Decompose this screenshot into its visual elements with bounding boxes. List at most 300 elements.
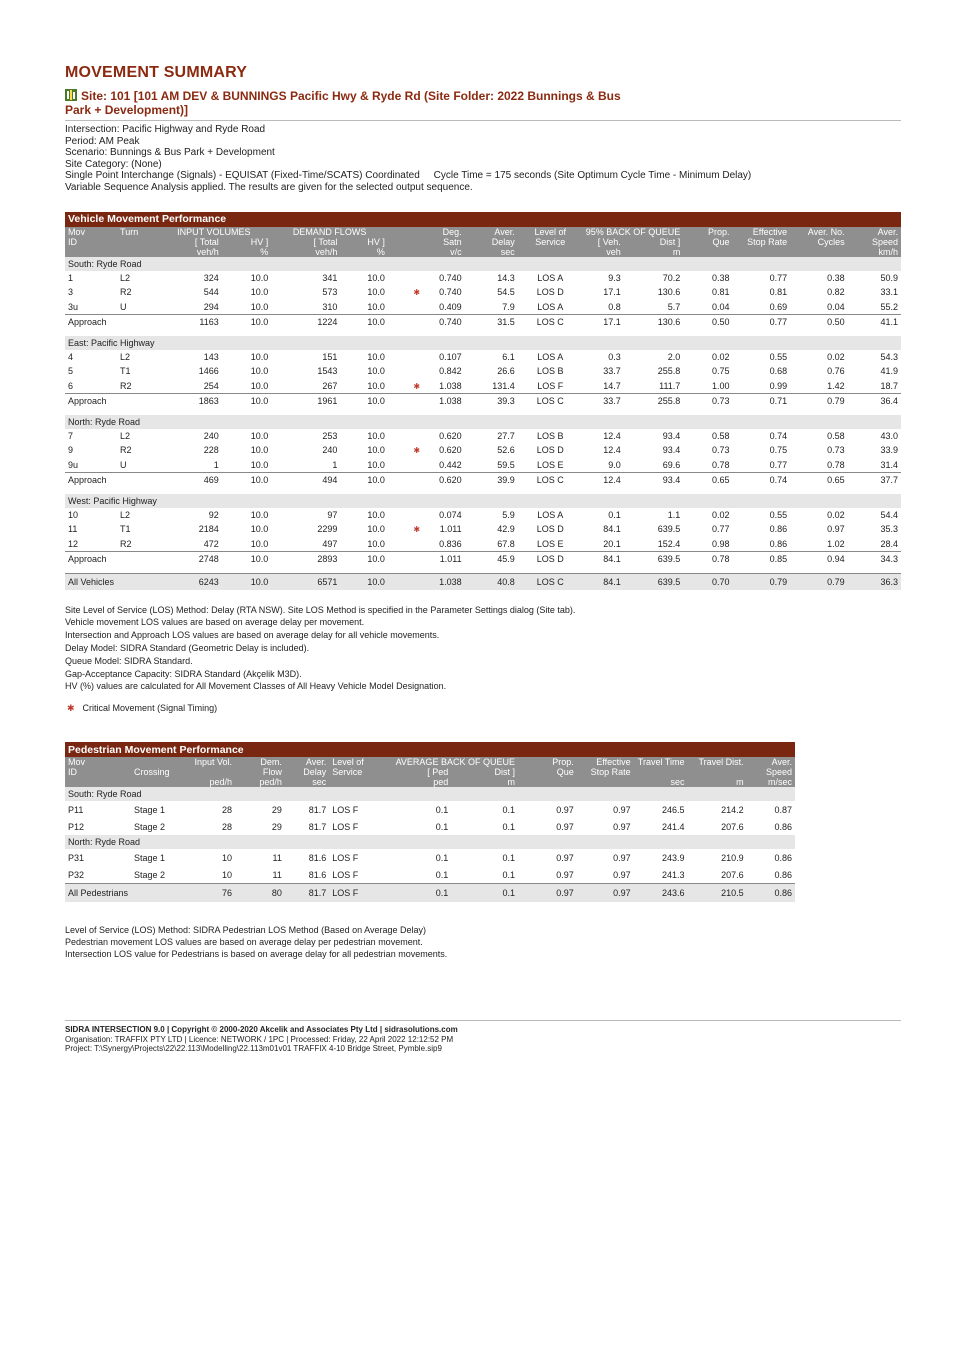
table-cell: 41.1 <box>848 315 901 330</box>
critical-marker <box>388 394 421 409</box>
table-cell: 0.65 <box>790 473 847 488</box>
table-cell: 130.6 <box>657 287 681 298</box>
table-cell: 50.9 <box>880 272 898 283</box>
table-cell: 10.0 <box>367 430 385 441</box>
table-cell: 31.4 <box>880 459 898 470</box>
note-line: Intersection LOS value for Pedestrians is based on average delay for all pedestrian movements. <box>65 949 448 960</box>
table-cell: 10.0 <box>250 301 269 312</box>
table-row <box>65 801 795 818</box>
site-info <box>65 124 901 194</box>
table-row <box>65 271 901 286</box>
table-cell: 6243 <box>156 573 221 590</box>
table-cell: 10.0 <box>250 459 269 470</box>
table-cell: 0.86 <box>774 821 792 832</box>
table-cell: L2 <box>120 272 131 283</box>
table-cell: 0.76 <box>827 366 845 377</box>
table-cell: 97 <box>327 509 338 520</box>
table-cell: 84.1 <box>583 573 624 590</box>
table-cell: 0.97 <box>518 884 577 903</box>
footer-organisation: Organisation: TRAFFIX PTY LTD | Licence: NETWORK / 1PC | Processed: Friday, 22 April 2022 12:12:52 PM <box>65 1034 454 1044</box>
table-cell: LOS A <box>537 509 564 520</box>
table-cell: 0.79 <box>790 573 847 590</box>
table-cell: 1.038 <box>421 394 464 409</box>
table-cell: 1543 <box>317 366 338 377</box>
section-row <box>65 835 795 849</box>
table-cell: 0.75 <box>769 445 788 456</box>
table-row <box>65 458 901 473</box>
table-cell: 151 <box>322 351 338 362</box>
table-cell: 40.8 <box>465 573 518 590</box>
note-line: Level of Service (LOS) Method: SIDRA Pedestrian LOS Method (Based on Average Delay) <box>65 925 427 936</box>
table-cell: 93.4 <box>624 473 684 488</box>
table-cell: 255.8 <box>624 394 684 409</box>
table-cell <box>117 552 156 567</box>
table-cell: 0.1 <box>435 804 449 815</box>
table-cell: 81.7 <box>285 884 329 903</box>
table-cell: 0.86 <box>769 538 788 549</box>
table-cell: 59.5 <box>497 459 515 470</box>
table-cell: 84.1 <box>583 552 624 567</box>
table-cell: 81.7 <box>308 804 327 815</box>
table-cell: 0.73 <box>827 445 845 456</box>
table-cell: 5 <box>68 366 74 377</box>
table-cell: 228 <box>203 445 219 456</box>
table-cell: Stage 1 <box>134 804 166 815</box>
table-cell: 131.4 <box>492 380 515 391</box>
table-cell: 10.0 <box>367 380 385 391</box>
critical-star-icon: ✱ <box>67 703 75 714</box>
table-cell: 0.740 <box>439 287 462 298</box>
table-cell: 0.3 <box>608 351 621 362</box>
table-cell: 0.74 <box>733 473 791 488</box>
table-cell: All Vehicles <box>65 573 117 590</box>
table-cell: LOS F <box>332 852 359 863</box>
table-cell: LOS C <box>518 315 583 330</box>
info-line: Variable Sequence Analysis applied. The results are given for the selected output sequence. <box>65 181 473 193</box>
table-cell: LOS E <box>537 538 564 549</box>
table-cell: 0.97 <box>556 804 574 815</box>
table-row <box>65 350 901 365</box>
approach-row <box>65 552 901 567</box>
table-row <box>65 508 901 523</box>
table-cell: 45.9 <box>465 552 518 567</box>
table-cell: 10.0 <box>340 394 388 409</box>
note-line: Site Level of Service (LOS) Method: Delay (RTA NSW). Site LOS Method is specified in the Parameter Settings dialog (Site tab). <box>65 604 576 615</box>
table-cell: 639.5 <box>624 573 684 590</box>
table-cell: 11 <box>272 852 282 863</box>
table-cell: 42.9 <box>497 524 515 535</box>
ped-header-row-1: Mov Input Vol. Dem. Aver. Level of AVERAGE BACK OF QUEUE Prop. Effective Travel Time Travel Dist. Aver. <box>65 757 795 767</box>
table-cell: 310 <box>322 301 338 312</box>
table-cell: 0.50 <box>790 315 847 330</box>
info-line: Period: AM Peak <box>65 135 140 147</box>
table-cell: 34.3 <box>848 552 901 567</box>
table-cell: LOS A <box>537 351 564 362</box>
table-cell: 10.0 <box>367 445 385 456</box>
table-cell: 12.4 <box>603 430 621 441</box>
table-cell: 210.9 <box>721 852 744 863</box>
table-cell: 93.4 <box>662 430 681 441</box>
table-cell: 10.0 <box>340 552 388 567</box>
table-cell: 0.58 <box>827 430 845 441</box>
table-cell: LOS D <box>518 552 583 567</box>
vehicle-notes <box>65 604 901 694</box>
info-line: Scenario: Bunnings & Bus Park + Development <box>65 147 275 159</box>
table-cell: P11 <box>68 804 84 815</box>
all-pedestrians-row <box>65 884 795 903</box>
table-cell: 0.81 <box>712 287 730 298</box>
section-row <box>65 257 901 271</box>
table-cell: 0.77 <box>733 315 791 330</box>
table-cell: LOS C <box>518 394 583 409</box>
table-cell: 2299 <box>317 524 338 535</box>
critical-marker <box>388 271 421 286</box>
section-label: West: Pacific Highway <box>65 494 901 508</box>
table-cell: 0.97 <box>556 852 574 863</box>
critical-marker <box>388 364 421 379</box>
table-cell: 10.0 <box>367 524 385 535</box>
table-cell <box>117 573 156 590</box>
table-cell: 10.0 <box>250 430 269 441</box>
table-cell: 294 <box>203 301 219 312</box>
table-cell: 2184 <box>198 524 219 535</box>
table-cell: P31 <box>68 852 85 863</box>
table-cell: 143 <box>203 351 219 362</box>
table-cell: 76 <box>186 884 235 903</box>
table-cell: 1.42 <box>827 380 845 391</box>
pedestrian-table-title: Pedestrian Movement Performance <box>65 742 795 757</box>
ped-header-row-3: ped/h ped/h sec ped m sec m m/sec <box>65 777 795 787</box>
critical-marker <box>388 285 421 300</box>
table-cell: 1 <box>68 272 74 283</box>
table-cell: Stage 1 <box>134 852 166 863</box>
table-cell: 1 <box>332 459 338 470</box>
table-cell: 639.5 <box>624 552 684 567</box>
table-cell: 33.7 <box>583 394 624 409</box>
title-rule <box>65 120 901 121</box>
table-cell: 6571 <box>271 573 340 590</box>
note-line: Pedestrian movement LOS values are based on average delay per pedestrian movement. <box>65 937 423 948</box>
table-cell: 10.0 <box>367 287 385 298</box>
table-cell: 2.0 <box>667 351 681 362</box>
table-cell: 267 <box>322 380 338 391</box>
table-cell: 0.620 <box>439 430 462 441</box>
table-cell: 1466 <box>198 366 219 377</box>
table-cell: 3u <box>68 301 79 312</box>
all-vehicles-row <box>65 573 901 590</box>
table-cell: 0.85 <box>733 552 791 567</box>
note-line: HV (%) values are calculated for All Movement Classes of All Heavy Vehicle Model Designation. <box>65 681 447 692</box>
critical-marker <box>388 458 421 473</box>
table-cell: 544 <box>203 287 219 298</box>
ped-header-row-2: ID Crossing Flow Delay Service [ Ped Dist ] Que Stop Rate Speed <box>65 767 795 777</box>
table-cell: 36.4 <box>848 394 901 409</box>
section-row <box>65 336 901 350</box>
table-cell: LOS F <box>332 869 359 880</box>
table-cell: 341 <box>322 272 338 283</box>
table-cell: 0.97 <box>613 852 631 863</box>
critical-star-icon: ✱ <box>413 525 421 535</box>
table-cell: 1.011 <box>439 524 462 535</box>
table-cell: 12.4 <box>603 445 621 456</box>
vehicle-header-row-2: ID [ Total HV ] [ Total HV ] Satn Delay Service [ Veh. Dist ] Que Stop Rate Cycles Speed <box>65 237 901 247</box>
table-cell: Stage 2 <box>134 821 166 832</box>
table-cell: 10.0 <box>367 459 385 470</box>
table-cell: 254 <box>203 380 219 391</box>
section-label: North: Ryde Road <box>65 835 795 849</box>
table-cell: LOS F <box>537 380 564 391</box>
table-cell: 10.0 <box>250 538 269 549</box>
table-cell: 0.04 <box>827 301 845 312</box>
table-cell: 52.6 <box>497 445 515 456</box>
site-title: Site: 101 [101 AM DEV & BUNNINGS Pacific Hwy & Ryde Rd (Site Folder: 2022 Bunnings & Bus Park + Development)] <box>65 89 621 117</box>
table-cell: 0.98 <box>712 538 730 549</box>
table-cell: 0.02 <box>827 351 845 362</box>
table-cell: 0.02 <box>712 351 730 362</box>
table-cell: 207.6 <box>721 821 744 832</box>
info-line: Single Point Interchange (Signals) - EQUISAT (Fixed-Time/SCATS) Coordinated Cycle Time = 175 seconds (Site Optimum Cycle Time - Minimum Delay) <box>65 170 752 182</box>
table-cell: 0.78 <box>827 459 845 470</box>
table-cell: 10.0 <box>250 445 269 456</box>
table-cell: LOS F <box>329 884 392 903</box>
note-line: Delay Model: SIDRA Standard (Geometric Delay is included). <box>65 642 310 653</box>
table-cell: 54.3 <box>880 351 898 362</box>
critical-marker <box>388 315 421 330</box>
table-cell: 10.0 <box>222 315 271 330</box>
table-cell: 2893 <box>271 552 340 567</box>
table-cell: 0.75 <box>712 366 730 377</box>
table-cell: 92 <box>208 509 219 520</box>
table-cell: R2 <box>120 445 132 456</box>
table-row <box>65 522 901 537</box>
table-cell: 243.9 <box>661 852 685 863</box>
table-cell: 31.5 <box>465 315 518 330</box>
table-cell: 1.02 <box>827 538 845 549</box>
vehicle-table-title: Vehicle Movement Performance <box>65 212 901 227</box>
section-label: South: Ryde Road <box>65 257 901 271</box>
table-cell: 0.740 <box>439 272 462 283</box>
table-cell: 55.2 <box>880 301 898 312</box>
critical-marker <box>388 508 421 523</box>
table-cell: All Pedestrians <box>65 884 131 903</box>
table-cell: 12.4 <box>583 473 624 488</box>
table-cell: 0.1 <box>502 852 515 863</box>
critical-marker <box>388 522 421 537</box>
footer-copyright: SIDRA INTERSECTION 9.0 | Copyright © 2000-2020 Akcelik and Associates Pty Ltd | sidrasolutions.com <box>65 1025 458 1034</box>
table-cell: 10 <box>222 852 233 863</box>
table-cell: U <box>120 459 127 470</box>
table-cell: 0.04 <box>712 301 730 312</box>
table-cell: 27.7 <box>497 430 515 441</box>
table-cell: 6 <box>68 380 74 391</box>
table-cell: 9.0 <box>608 459 621 470</box>
table-cell: 0.81 <box>769 287 788 298</box>
table-cell: 0.79 <box>790 394 847 409</box>
table-cell: 10.0 <box>250 272 269 283</box>
table-cell: 10.0 <box>367 366 385 377</box>
table-cell: 0.1 <box>435 852 449 863</box>
table-cell: 5.7 <box>667 301 681 312</box>
table-row <box>65 379 901 394</box>
critical-marker <box>388 537 421 552</box>
table-cell: 0.79 <box>733 573 791 590</box>
table-cell: LOS F <box>332 804 359 815</box>
table-cell: 9 <box>68 445 74 456</box>
table-cell: Stage 2 <box>134 869 166 880</box>
table-cell: 0.442 <box>439 459 462 470</box>
table-cell: 0.97 <box>827 524 845 535</box>
table-cell: 0.58 <box>712 430 730 441</box>
table-cell: 0.70 <box>683 573 732 590</box>
table-cell: 0.620 <box>421 473 464 488</box>
section-label: East: Pacific Highway <box>65 336 901 350</box>
critical-legend <box>65 703 901 714</box>
table-cell: 494 <box>271 473 340 488</box>
table-row <box>65 849 795 866</box>
table-cell: 6.1 <box>502 351 515 362</box>
table-cell: Approach <box>65 394 117 409</box>
approach-row <box>65 394 901 409</box>
table-cell: LOS F <box>332 821 359 832</box>
table-cell: 0.842 <box>439 366 462 377</box>
table-cell: 0.97 <box>613 804 631 815</box>
table-cell: L2 <box>120 351 131 362</box>
note-line: Vehicle movement LOS values are based on average delay per movement. <box>65 617 365 628</box>
table-cell: 54.4 <box>880 509 898 520</box>
table-cell: 10.0 <box>340 473 388 488</box>
table-cell: 0.50 <box>683 315 732 330</box>
table-cell: 10.0 <box>250 287 269 298</box>
table-cell: 0.55 <box>769 351 788 362</box>
vehicle-movement-table <box>65 212 901 590</box>
info-line: Intersection: Pacific Highway and Ryde Road <box>65 124 266 135</box>
table-cell: 10.0 <box>250 509 269 520</box>
table-cell: 1.00 <box>712 380 730 391</box>
critical-marker <box>388 443 421 458</box>
table-cell: 0.78 <box>683 552 732 567</box>
table-cell: 1.038 <box>421 573 464 590</box>
table-cell: 9.3 <box>608 272 621 283</box>
table-cell: 0.65 <box>683 473 732 488</box>
table-cell: 10.0 <box>340 315 388 330</box>
table-cell: 9u <box>68 459 79 470</box>
table-cell: 33.7 <box>603 366 621 377</box>
table-cell: 0.55 <box>769 509 788 520</box>
table-cell: Approach <box>65 315 117 330</box>
critical-label: Critical Movement (Signal Timing) <box>82 703 218 714</box>
table-row <box>65 285 901 300</box>
section-row <box>65 415 901 429</box>
table-cell: 81.7 <box>308 821 327 832</box>
table-cell: 0.074 <box>439 509 462 520</box>
note-line: Intersection and Approach LOS values are based on average delay for all vehicle movements. <box>65 630 440 641</box>
table-cell: P12 <box>68 821 85 832</box>
table-cell: LOS D <box>536 445 564 456</box>
table-cell: R2 <box>120 287 132 298</box>
table-cell: LOS A <box>537 301 564 312</box>
table-cell: 10.0 <box>250 524 269 535</box>
table-cell: 54.5 <box>497 287 515 298</box>
table-cell: 0.1 <box>435 821 449 832</box>
table-cell: 36.3 <box>848 573 901 590</box>
table-cell: 0.409 <box>439 301 462 312</box>
table-cell: LOS D <box>536 287 564 298</box>
table-cell: 10.0 <box>367 538 385 549</box>
table-cell: 1.038 <box>439 380 462 391</box>
table-cell: 10.0 <box>250 366 269 377</box>
table-cell: 0.99 <box>769 380 788 391</box>
table-cell: LOS D <box>536 524 564 535</box>
table-row <box>65 429 901 444</box>
table-cell: 0.1 <box>502 804 515 815</box>
table-cell: 472 <box>203 538 219 549</box>
table-cell: 0.94 <box>790 552 847 567</box>
table-cell: 43.0 <box>880 430 898 441</box>
table-cell: 37.7 <box>848 473 901 488</box>
site-heading <box>65 89 625 117</box>
table-cell: 0.02 <box>712 509 730 520</box>
footer <box>65 1020 901 1054</box>
critical-marker <box>388 379 421 394</box>
table-cell: 10.0 <box>340 573 388 590</box>
table-cell: 0.73 <box>683 394 732 409</box>
table-cell: LOS C <box>518 473 583 488</box>
critical-marker <box>388 473 421 488</box>
table-cell: 241.4 <box>661 821 685 832</box>
table-cell: 0.86 <box>769 524 788 535</box>
table-cell: 2748 <box>156 552 221 567</box>
table-cell: 26.6 <box>497 366 515 377</box>
critical-star-icon: ✱ <box>413 446 421 456</box>
table-cell: L2 <box>120 509 131 520</box>
table-cell: LOS A <box>537 272 564 283</box>
section-row <box>65 787 795 801</box>
table-cell: 255.8 <box>657 366 681 377</box>
table-cell: 81.6 <box>308 852 327 863</box>
table-cell: 81.6 <box>308 869 327 880</box>
table-cell: 28.4 <box>880 538 898 549</box>
table-cell: 0.1 <box>502 821 515 832</box>
table-cell: LOS E <box>537 459 564 470</box>
table-cell: 14.7 <box>603 380 621 391</box>
table-cell: 29 <box>271 804 282 815</box>
table-cell: 7.9 <box>502 301 515 312</box>
table-cell: 253 <box>322 430 338 441</box>
table-row <box>65 300 901 315</box>
table-cell: 210.5 <box>687 884 746 903</box>
table-cell: 80 <box>235 884 285 903</box>
table-cell: 5.9 <box>502 509 515 520</box>
table-cell: 10.0 <box>367 351 385 362</box>
table-cell: 0.8 <box>608 301 621 312</box>
table-cell: 0.1 <box>502 869 515 880</box>
table-cell: 0.87 <box>774 804 792 815</box>
table-cell: 0.78 <box>712 459 730 470</box>
table-cell: 11 <box>68 524 78 535</box>
table-cell: 10.0 <box>222 552 271 567</box>
table-cell: 241.3 <box>661 869 685 880</box>
critical-marker <box>388 573 421 590</box>
table-cell: 18.7 <box>880 380 898 391</box>
table-cell: 0.82 <box>827 287 845 298</box>
table-cell: LOS B <box>537 366 564 377</box>
table-cell: 12 <box>68 538 79 549</box>
table-cell: 243.6 <box>634 884 688 903</box>
table-cell: 639.5 <box>657 524 681 535</box>
table-cell: 84.1 <box>603 524 621 535</box>
table-cell: R2 <box>120 380 132 391</box>
table-cell: R2 <box>120 538 132 549</box>
